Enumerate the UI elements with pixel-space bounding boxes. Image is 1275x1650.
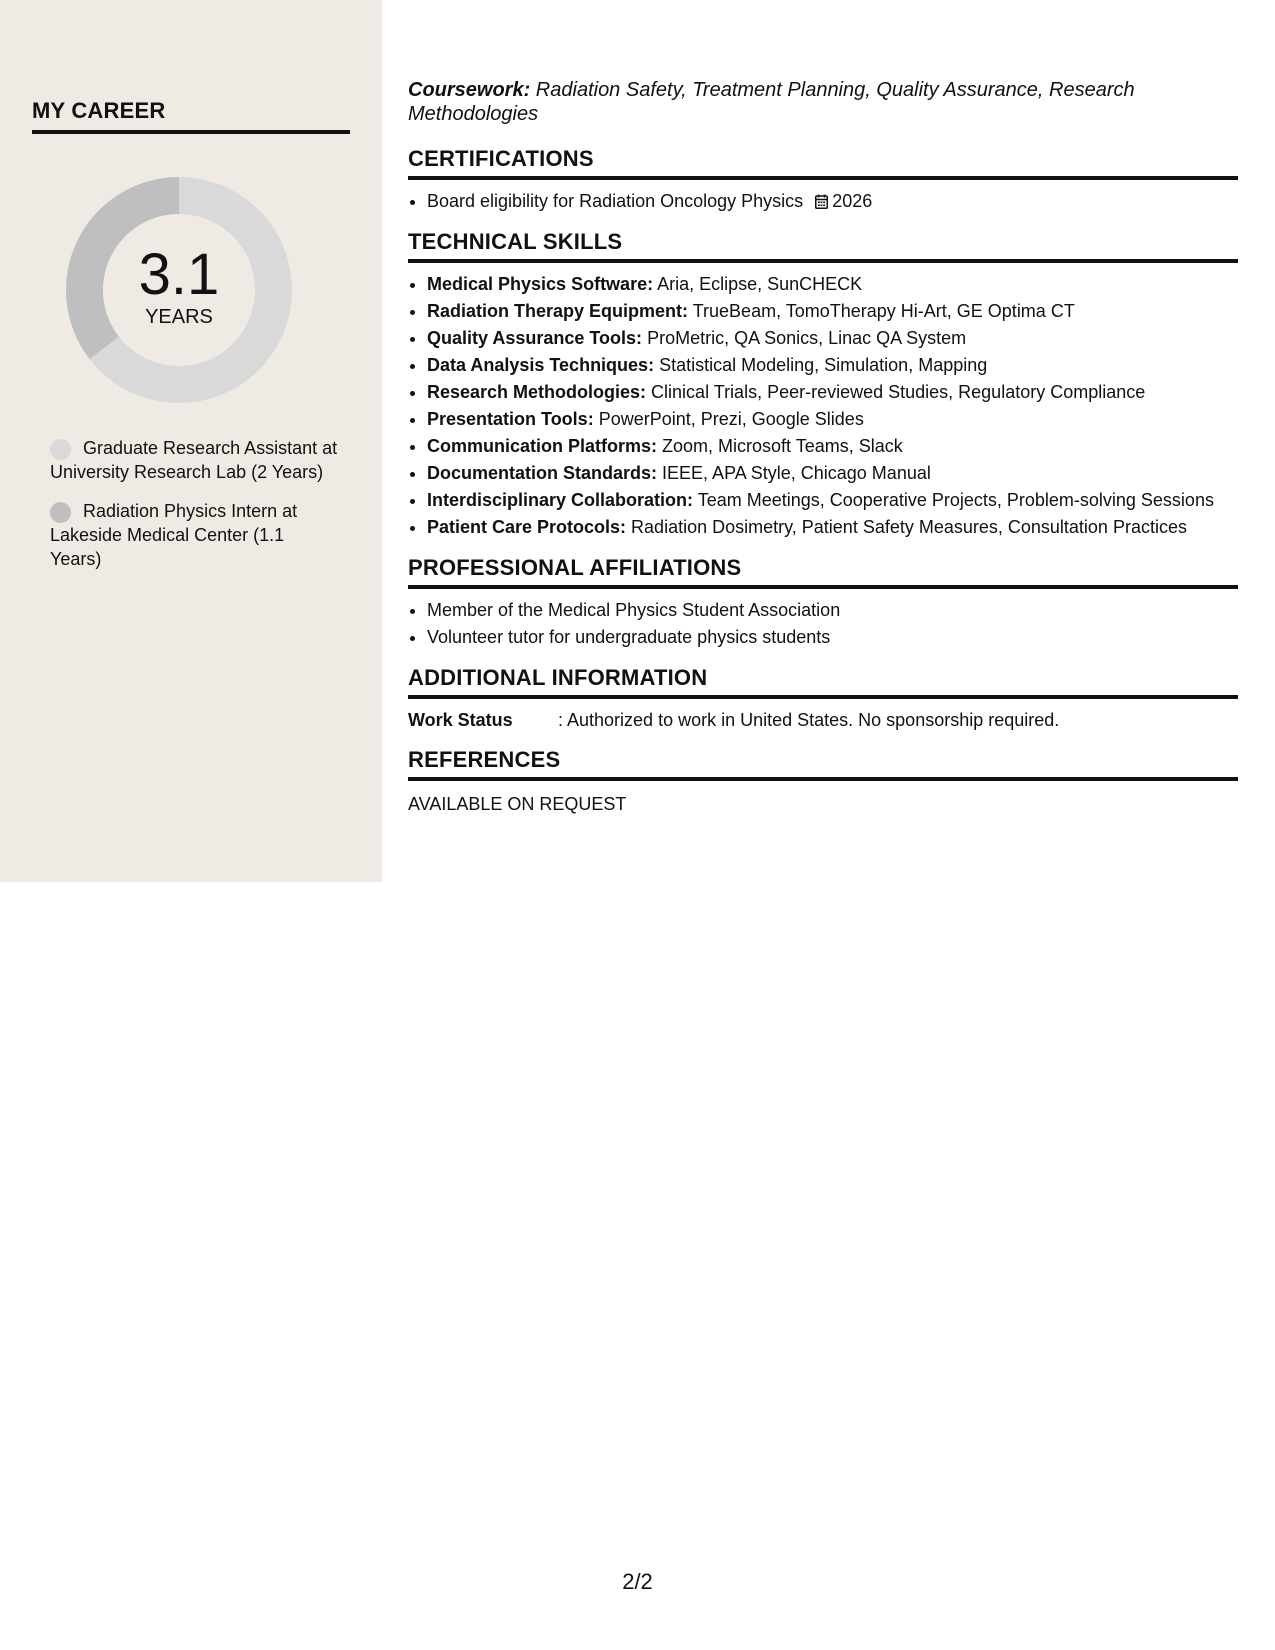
career-legend-dot [50, 439, 71, 460]
skill-label: Presentation Tools: [427, 409, 594, 429]
skill-item [427, 298, 1238, 325]
affiliation-item: • Member of the Medical Physics Student Association [427, 597, 1238, 624]
skill-value: Statistical Modeling, Simulation, Mapping [654, 355, 988, 375]
donut-center [66, 177, 292, 403]
skill-label: Medical Physics Software: [427, 274, 654, 294]
skill-item [427, 325, 1238, 352]
certification-text: Board eligibility for Radiation Oncology Physics [427, 191, 804, 211]
certification-year: 2026 [832, 191, 873, 211]
affiliations-section [408, 555, 1238, 651]
career-list [50, 436, 340, 586]
experience-unit-label: YEARS [145, 306, 213, 328]
skill-label: Communication Platforms: [427, 436, 658, 456]
experience-donut-chart [66, 177, 292, 403]
skill-item [427, 514, 1238, 541]
skill-label: Research Methodologies: [427, 382, 647, 402]
skill-value: TrueBeam, TomoTherapy Hi-Art, GE Optima CT [688, 301, 1075, 321]
skill-label: Quality Assurance Tools: [427, 328, 643, 348]
experience-total-value: 3.1 [138, 242, 220, 307]
work-status-value: : Authorized to work in United States. No sponsorship required. [558, 710, 1060, 730]
certifications-section [408, 146, 1238, 215]
skill-value: PowerPoint, Prezi, Google Slides [593, 409, 864, 429]
skill-value: Team Meetings, Cooperative Projects, Problem-solving Sessions [693, 490, 1214, 510]
certifications-list [408, 188, 1238, 215]
certifications-title: CERTIFICATIONS [408, 146, 1238, 180]
skill-label: Radiation Therapy Equipment: [427, 301, 689, 321]
skill-value: Zoom, Microsoft Teams, Slack [657, 436, 903, 456]
references-title: REFERENCES [408, 747, 1238, 781]
skill-value: Radiation Dosimetry, Patient Safety Measures, Consultation Practices [626, 517, 1187, 537]
calendar-icon [815, 194, 828, 209]
skill-value: ProMetric, QA Sonics, Linac QA System [642, 328, 967, 348]
affiliation-item: • Volunteer tutor for undergraduate physics students [427, 624, 1238, 651]
skill-value: Clinical Trials, Peer-reviewed Studies, Regulatory Compliance [646, 382, 1146, 402]
skill-label: Data Analysis Techniques: [427, 355, 655, 375]
additional-info-title: ADDITIONAL INFORMATION [408, 665, 1238, 699]
technical-skills-list [408, 271, 1238, 541]
affiliations-title: PROFESSIONAL AFFILIATIONS [408, 555, 1238, 589]
career-item [50, 436, 340, 484]
certification-item [427, 188, 1238, 215]
skill-label: Documentation Standards: [427, 463, 658, 483]
skill-item [427, 271, 1238, 298]
skill-value: IEEE, APA Style, Chicago Manual [657, 463, 931, 483]
skill-item [427, 487, 1238, 514]
page-number: 2/2 [622, 1569, 653, 1594]
work-status-row [408, 707, 1238, 733]
career-heading: MY CAREER [32, 98, 350, 134]
technical-skills-title: TECHNICAL SKILLS [408, 229, 1238, 263]
skill-label: Interdisciplinary Collaboration: [427, 490, 694, 510]
references-text: AVAILABLE ON REQUEST [408, 794, 627, 814]
career-item [50, 499, 340, 571]
skill-item [427, 352, 1238, 379]
coursework-label: Coursework: [408, 79, 531, 101]
coursework-text: Radiation Safety, Treatment Planning, Quality Assurance, Research Methodologies [408, 79, 1135, 125]
coursework [408, 78, 1238, 126]
affiliations-list [408, 597, 1238, 651]
work-status-label: Work Status [408, 710, 513, 730]
skill-item [427, 460, 1238, 487]
skill-item [427, 433, 1238, 460]
references-section [408, 747, 1238, 817]
technical-skills-section [408, 229, 1238, 541]
career-legend-dot [50, 502, 71, 523]
skill-item [427, 406, 1238, 433]
main-content [408, 78, 1238, 831]
skill-value: Aria, Eclipse, SunCHECK [653, 274, 863, 294]
career-item-text: Radiation Physics Intern at Lakeside Medical Center (1.1 Years) [50, 501, 298, 569]
skill-label: Patient Care Protocols: [427, 517, 627, 537]
additional-info-section [408, 665, 1238, 733]
career-item-text: Graduate Research Assistant at University Research Lab (2 Years) [50, 438, 338, 482]
skill-item [427, 379, 1238, 406]
sidebar [0, 0, 382, 882]
